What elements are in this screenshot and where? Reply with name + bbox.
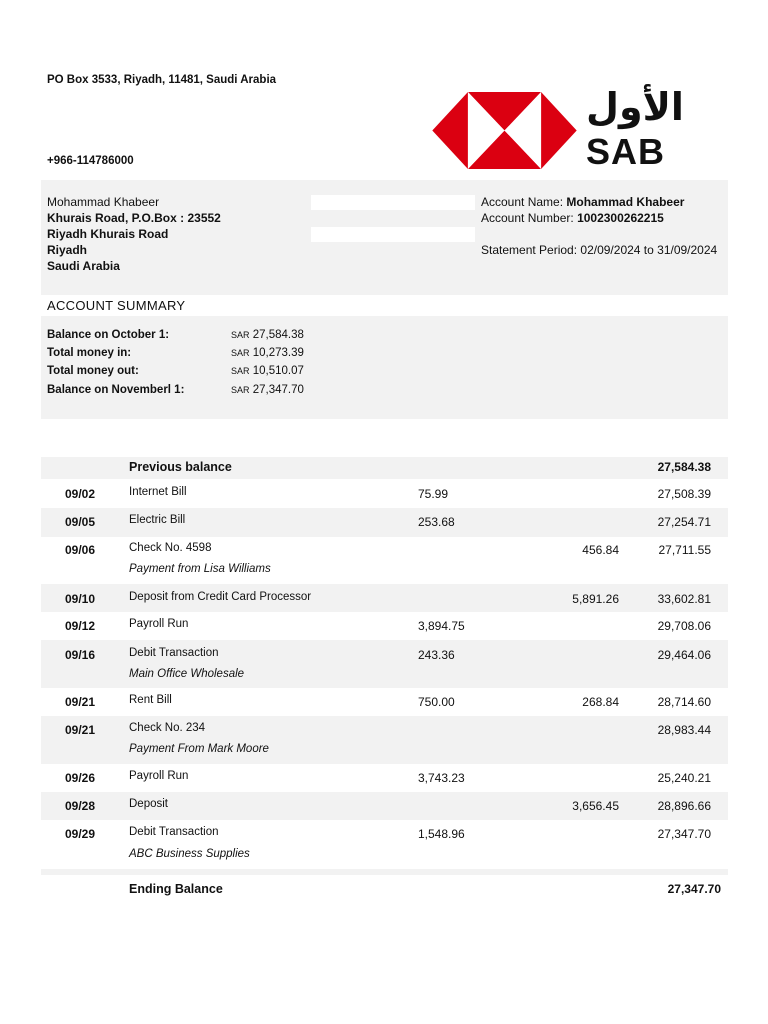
txn-debit: 75.99	[418, 487, 449, 501]
txn-debit: 3,894.75	[418, 619, 465, 633]
txn-balance: 27,347.70	[657, 827, 711, 841]
summary-row	[47, 347, 347, 365]
txn-description: Deposit from Credit Card Processor	[129, 591, 312, 603]
table-row	[41, 792, 728, 820]
txn-balance: 25,240.21	[657, 771, 711, 785]
statement-period-value: 02/09/2024 to 31/09/2024	[580, 243, 718, 257]
table-row	[41, 584, 728, 612]
txn-date: 09/21	[65, 695, 96, 709]
summary-label: Total money out:	[47, 365, 139, 377]
summary-row	[47, 384, 347, 402]
previous-balance-row	[41, 457, 728, 479]
table-row	[41, 716, 728, 764]
summary-value	[231, 384, 304, 396]
previous-balance-label: Previous balance	[129, 460, 232, 474]
txn-balance: 27,508.39	[657, 487, 711, 501]
summary-label: Balance on Novemberl 1:	[47, 384, 185, 396]
logo-arabic-text: الأول	[586, 87, 684, 129]
table-row	[41, 640, 728, 688]
txn-balance: 29,464.06	[657, 648, 711, 662]
summary-row	[47, 365, 347, 383]
txn-subdescription: Main Office Wholesale	[129, 668, 245, 680]
summary-amount: 27,584.38	[252, 329, 304, 341]
txn-date: 09/05	[65, 515, 96, 529]
statement-period-label: Statement Period:	[481, 243, 578, 257]
txn-balance: 27,254.71	[657, 515, 711, 529]
previous-balance-value: 27,584.38	[657, 460, 711, 474]
txn-debit: 243.36	[418, 648, 455, 662]
txn-date: 09/06	[65, 543, 96, 557]
txn-credit: 5,891.26	[572, 592, 619, 606]
account-name-value: Mohammad Khabeer	[566, 195, 685, 209]
txn-description: Debit Transaction	[129, 647, 219, 659]
txn-date: 09/10	[65, 592, 96, 606]
summary-value	[231, 365, 304, 377]
account-name-line	[481, 194, 717, 210]
table-row	[41, 480, 728, 508]
txn-description: Debit Transaction	[129, 826, 219, 838]
bank-phone: +966-114786000	[47, 155, 134, 167]
txn-subdescription: ABC Business Supplies	[129, 848, 250, 860]
txn-date: 09/12	[65, 619, 96, 633]
txn-description: Electric Bill	[129, 514, 186, 526]
summary-row	[47, 329, 347, 347]
customer-name: Mohammad Khabeer	[47, 195, 160, 209]
ending-divider	[41, 869, 728, 875]
customer-block	[47, 194, 221, 274]
account-name-label: Account Name:	[481, 195, 564, 209]
account-summary-title: ACCOUNT SUMMARY	[47, 298, 186, 313]
summary-currency: SAR	[231, 385, 250, 395]
logo-brand-text: SAB	[586, 131, 666, 172]
txn-credit: 3,656.45	[572, 799, 619, 813]
txn-balance: 29,708.06	[657, 619, 711, 633]
txn-date: 09/21	[65, 723, 96, 737]
sab-hexagon-logo-icon	[432, 92, 577, 169]
txn-credit: 268.84	[582, 695, 619, 709]
txn-date: 09/26	[65, 771, 96, 785]
customer-address-line2: Riyadh Khurais Road	[47, 227, 169, 241]
table-row	[41, 820, 728, 868]
txn-balance: 28,983.44	[657, 723, 711, 737]
txn-date: 09/29	[65, 827, 96, 841]
txn-date: 09/28	[65, 799, 96, 813]
ending-balance-row	[41, 876, 728, 900]
customer-address-line3: Riyadh	[47, 243, 88, 257]
txn-credit: 456.84	[582, 543, 619, 557]
txn-subdescription: Payment From Mark Moore	[129, 743, 269, 755]
summary-currency: SAR	[231, 366, 250, 376]
txn-balance: 27,711.55	[658, 543, 711, 557]
ending-balance-label: Ending Balance	[129, 882, 223, 896]
statement-period-line	[481, 242, 717, 258]
redacted-field-2	[311, 227, 475, 242]
txn-description: Check No. 234	[129, 722, 206, 734]
txn-description: Internet Bill	[129, 486, 187, 498]
table-row	[41, 612, 728, 640]
table-row	[41, 537, 728, 583]
table-row	[41, 688, 728, 716]
txn-description: Check No. 4598	[129, 542, 212, 554]
summary-value	[231, 347, 304, 359]
account-number-label: Account Number:	[481, 211, 574, 225]
summary-value	[231, 329, 304, 341]
customer-address-line4: Saudi Arabia	[47, 259, 120, 273]
account-block	[481, 194, 717, 258]
table-row	[41, 764, 728, 792]
summary-label: Balance on October 1:	[47, 329, 170, 341]
summary-currency: SAR	[231, 330, 250, 340]
txn-balance: 28,714.60	[657, 695, 711, 709]
summary-amount: 10,510.07	[252, 365, 304, 377]
summary-amount: 10,273.39	[252, 347, 304, 359]
txn-description: Payroll Run	[129, 770, 189, 782]
customer-address-line1: Khurais Road, P.O.Box : 23552	[47, 211, 221, 225]
txn-debit: 1,548.96	[418, 827, 465, 841]
txn-balance: 33,602.81	[657, 592, 711, 606]
txn-date: 09/16	[65, 648, 96, 662]
txn-debit: 253.68	[418, 515, 455, 529]
txn-description: Payroll Run	[129, 618, 189, 630]
bank-address: PO Box 3533, Riyadh, 11481, Saudi Arabia	[47, 74, 277, 86]
txn-date: 09/02	[65, 487, 96, 501]
txn-debit: 750.00	[418, 695, 455, 709]
account-number-value: 1002300262215	[577, 211, 664, 225]
txn-debit: 3,743.23	[418, 771, 465, 785]
summary-amount: 27,347.70	[252, 384, 304, 396]
redacted-field-1	[311, 195, 475, 210]
txn-description: Rent Bill	[129, 694, 172, 706]
summary-currency: SAR	[231, 348, 250, 358]
account-number-line	[481, 210, 717, 226]
summary-label: Total money in:	[47, 347, 132, 359]
txn-subdescription: Payment from Lisa Williams	[129, 563, 271, 575]
ending-balance-value: 27,347.70	[667, 882, 721, 896]
txn-description: Deposit	[129, 798, 168, 810]
txn-balance: 28,896.66	[657, 799, 711, 813]
table-row	[41, 508, 728, 537]
